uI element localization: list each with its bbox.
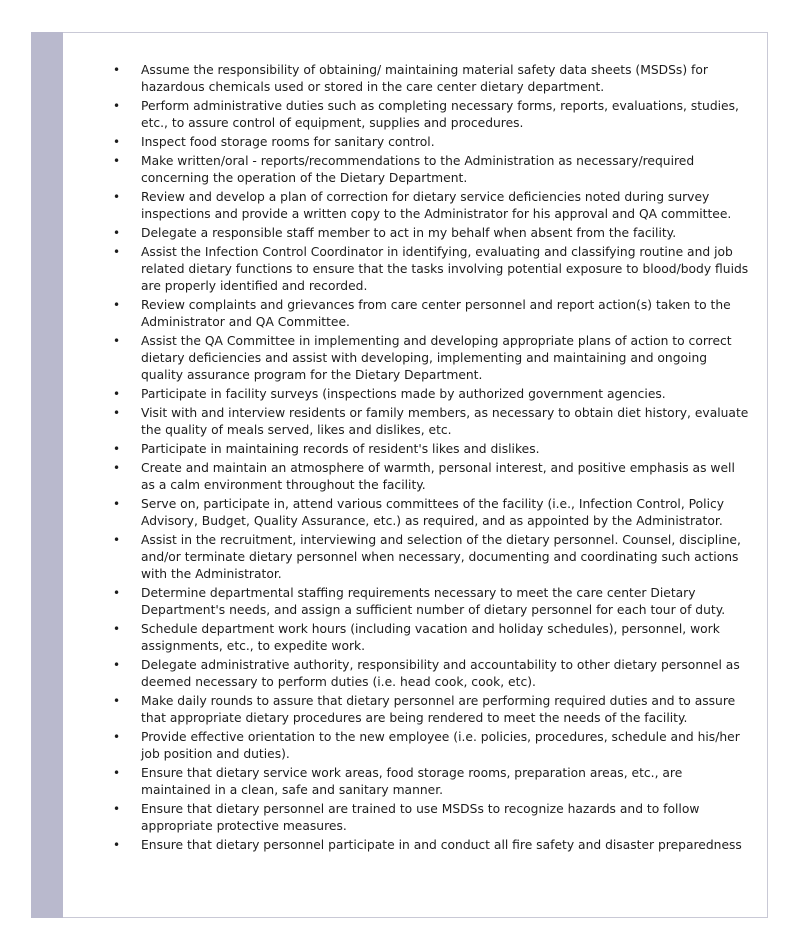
list-item bbox=[110, 657, 750, 691]
list-item-text: Assist the Infection Control Coordinator in identifying, evaluating and classifying routine and job related dietary functions to ensure that the tasks involving potential exposure to blood/body fluids are properly identified and recorded. bbox=[141, 245, 749, 293]
bullet-icon: • bbox=[113, 406, 121, 420]
list-item-text: Assume the responsibility of obtaining/ maintaining material safety data sheets (MSDSs) for hazardous chemicals used or stored in the care center dietary department. bbox=[141, 63, 708, 94]
list-item bbox=[110, 460, 750, 494]
list-item-text: Create and maintain an atmosphere of warmth, personal interest, and positive emphasis as well as a calm environment throughout the facility. bbox=[141, 461, 735, 492]
list-item-text: Determine departmental staffing requirements necessary to meet the care center Dietary Department's needs, and assign a sufficient number of dietary personnel for each tour of duty. bbox=[141, 586, 726, 617]
list-item bbox=[110, 765, 750, 799]
list-item bbox=[110, 98, 750, 132]
list-item bbox=[110, 297, 750, 331]
bullet-icon: • bbox=[113, 387, 121, 401]
list-item bbox=[110, 225, 750, 242]
list-item-text: Schedule department work hours (including vacation and holiday schedules), personnel, work assignments, etc., to expedite work. bbox=[141, 622, 720, 653]
list-item-text: Assist the QA Committee in implementing and developing appropriate plans of action to correct dietary deficiencies and assist with developing, implementing and maintaining and ongoing quality assurance program for the Dietary Department. bbox=[141, 334, 732, 382]
bullet-icon: • bbox=[113, 154, 121, 168]
list-item-text: Ensure that dietary personnel participate in and conduct all fire safety and disaster preparedness bbox=[141, 838, 742, 852]
bullet-icon: • bbox=[113, 298, 121, 312]
bullet-icon: • bbox=[113, 63, 121, 77]
list-item bbox=[110, 244, 750, 295]
bullet-icon: • bbox=[113, 190, 121, 204]
list-item-text: Ensure that dietary personnel are trained to use MSDSs to recognize hazards and to follow appropriate protective measures. bbox=[141, 802, 700, 833]
list-item-text: Serve on, participate in, attend various committees of the facility (i.e., Infection Control, Policy Advisory, Budget, Quality Assurance, etc.) as required, and as appointed by the Administrator. bbox=[141, 497, 725, 528]
bullet-icon: • bbox=[113, 586, 121, 600]
bullet-icon: • bbox=[113, 461, 121, 475]
bullet-icon: • bbox=[113, 622, 121, 636]
list-item bbox=[110, 333, 750, 384]
list-item-text: Ensure that dietary service work areas, food storage rooms, preparation areas, etc., are maintained in a clean, safe and sanitary manner. bbox=[141, 766, 683, 797]
list-item bbox=[110, 801, 750, 835]
bullet-icon: • bbox=[113, 135, 121, 149]
list-item bbox=[110, 405, 750, 439]
list-item-text: Participate in facility surveys (inspections made by authorized government agencies. bbox=[141, 387, 666, 401]
bullet-icon: • bbox=[113, 497, 121, 511]
bullet-icon: • bbox=[113, 730, 121, 744]
bullet-icon: • bbox=[113, 99, 121, 113]
list-item-text: Review complaints and grievances from care center personnel and report action(s) taken to the Administrator and QA Committee. bbox=[141, 298, 731, 329]
list-item bbox=[110, 441, 750, 458]
bullet-icon: • bbox=[113, 226, 121, 240]
bullet-icon: • bbox=[113, 533, 121, 547]
list-item-text: Provide effective orientation to the new employee (i.e. policies, procedures, schedule and his/her job position and duties). bbox=[141, 730, 740, 761]
bullet-icon: • bbox=[113, 802, 121, 816]
list-item-text: Make daily rounds to assure that dietary personnel are performing required duties and to assure that appropriate dietary procedures are being rendered to meet the needs of the facility. bbox=[141, 694, 736, 725]
list-item-text: Review and develop a plan of correction for dietary service deficiencies noted during survey inspections and provide a written copy to the Administrator for his approval and QA committee. bbox=[141, 190, 732, 221]
list-item bbox=[110, 585, 750, 619]
list-item-text: Participate in maintaining records of resident's likes and dislikes. bbox=[141, 442, 540, 456]
document-body bbox=[110, 62, 750, 856]
duties-list bbox=[110, 62, 750, 854]
list-item-text: Inspect food storage rooms for sanitary control. bbox=[141, 135, 435, 149]
bullet-icon: • bbox=[113, 658, 121, 672]
list-item-text: Visit with and interview residents or family members, as necessary to obtain diet history, evaluate the quality of meals served, likes and dislikes, etc. bbox=[141, 406, 749, 437]
list-item-text: Delegate a responsible staff member to act in my behalf when absent from the facility. bbox=[141, 226, 677, 240]
list-item bbox=[110, 134, 750, 151]
list-item-text: Make written/oral - reports/recommendations to the Administration as necessary/required concerning the operation of the Dietary Department. bbox=[141, 154, 695, 185]
bullet-icon: • bbox=[113, 245, 121, 259]
bullet-icon: • bbox=[113, 442, 121, 456]
list-item-text: Perform administrative duties such as completing necessary forms, reports, evaluations, studies, etc., to assure control of equipment, supplies and procedures. bbox=[141, 99, 739, 130]
list-item-text: Assist in the recruitment, interviewing and selection of the dietary personnel. Counsel, discipline, and/or terminate dietary personnel when necessary, documenting and coordinating such actions with the Administrator. bbox=[141, 533, 741, 581]
list-item bbox=[110, 532, 750, 583]
list-item bbox=[110, 729, 750, 763]
list-item-text: Delegate administrative authority, responsibility and accountability to other dietary personnel as deemed necessary to perform duties (i.e. head cook, cook, etc). bbox=[141, 658, 740, 689]
left-margin-bar bbox=[31, 32, 63, 918]
list-item bbox=[110, 621, 750, 655]
list-item bbox=[110, 153, 750, 187]
bullet-icon: • bbox=[113, 766, 121, 780]
list-item bbox=[110, 496, 750, 530]
list-item bbox=[110, 837, 750, 854]
list-item bbox=[110, 62, 750, 96]
bullet-icon: • bbox=[113, 838, 121, 852]
bullet-icon: • bbox=[113, 694, 121, 708]
list-item bbox=[110, 189, 750, 223]
list-item bbox=[110, 386, 750, 403]
bullet-icon: • bbox=[113, 334, 121, 348]
list-item bbox=[110, 693, 750, 727]
